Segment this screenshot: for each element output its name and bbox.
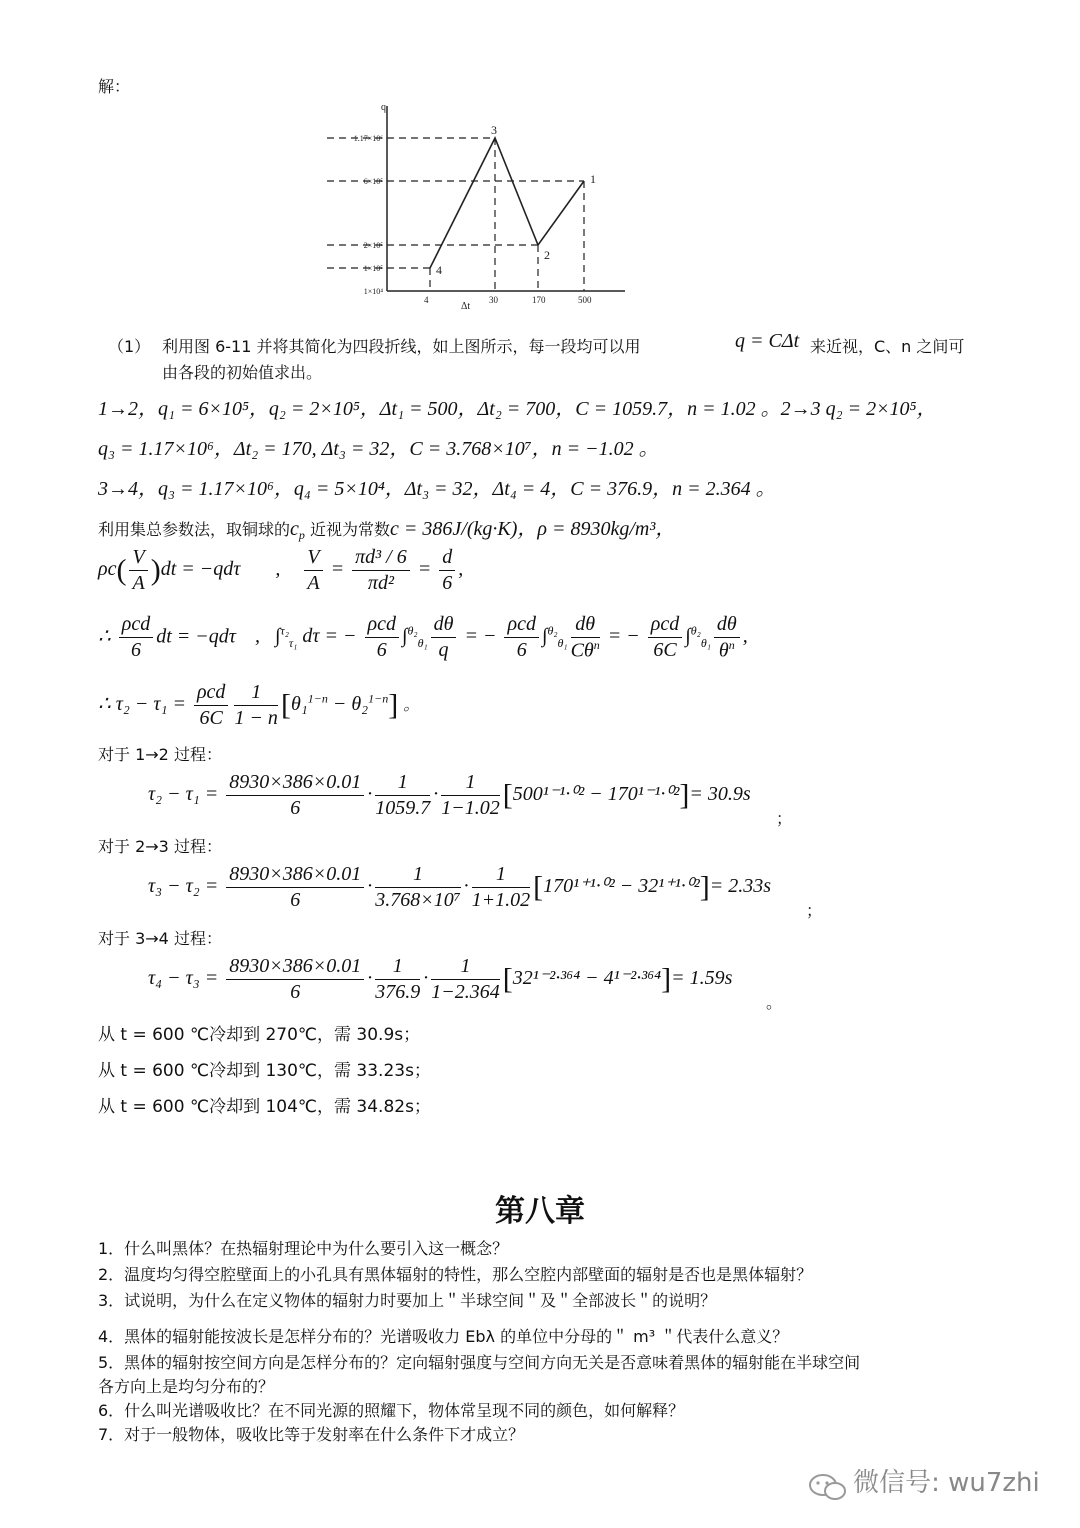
point-label-2: 2 (544, 248, 550, 262)
point-label-1: 1 (590, 172, 596, 186)
wechat-watermark (808, 1462, 1040, 1502)
rho-value: ，ρ = 8930kg/m³， (517, 518, 676, 540)
process-label-3-4: 对于 3→4 过程： (98, 929, 222, 948)
energy-balance-equation: ρc( $\frac{V}{A}$ )dt = −qdτ , $\frac{V}{A}$ = $\frac{\text{πd³ / 6}}{\text{πd²}}$ = $\frac{d}{6}$ , (98, 546, 464, 594)
para1-text-b: 来近视，C、n 之间可 (810, 337, 965, 356)
y-tick-label: 1×10⁵ (363, 264, 383, 273)
c-value: c = 386J/(kg·K) (390, 518, 518, 540)
y-axis-label: q (381, 102, 386, 113)
integral-equation: ∴ ρcd 6 dt = −qdτ , ∫$^{\tau_2}_{\tau_1}$ dτ = − ρcd 6 ∫$^{\theta_2}_{\theta_1}$ $\frac{d\theta}{q}$ = − ρcd 6 ∫$^{\theta_2}_{\theta_1}$ dθ $C\theta^n$ = − ρcd 6C ∫$^{\theta_2}_{\theta_1}$ $\frac{d\theta}{\theta^n}$ , (98, 613, 748, 662)
x-tick-label: 4 (424, 295, 429, 305)
result-line-1: 从 t = 600 ℃冷却到 270℃，需 30.9s； (98, 1025, 421, 1045)
calc-2-3: τ₃ − τ₂ = $\frac{8930\times 386\times 0.01}{6}$ · $\frac{1}{\text{3.768×10⁷}}$ · $\frac{1}{1+1.02}$ [170¹⁺¹·⁰² − 32¹⁺¹·⁰²]= 2.33s (148, 863, 772, 911)
question-1: 1．什么叫黑体？在热辐射理论中为什么要引入这一概念？ (98, 1239, 509, 1258)
question-4: 4．黑体的辐射能按波长是怎样分布的？光谱吸收力 Ebλ 的单位中分母的＂ m³ ＂代表什么意义？ (98, 1327, 789, 1346)
solution-label: 解： (98, 77, 131, 96)
question-5: 5．黑体的辐射按空间方向是怎样分布的？定向辐射强度与空间方向无关是否意味着黑体的辐射能在半球空间 (98, 1353, 861, 1372)
point-label-3: 3 (491, 123, 497, 137)
lumped-text: 利用集总参数法，取铜球的 (98, 520, 291, 539)
wechat-icon (808, 1472, 848, 1502)
calc-1-2: τ₂ − τ₁ = $\frac{8930\times 386\times 0.01}{6}$ · $\frac{1}{1059.7}$ · $\frac{1}{1-1.02}$ [500¹⁻¹·⁰² − 170¹⁻¹·⁰²]= 30.9s (148, 771, 751, 819)
watermark-text: 微信号: wu7zhi (853, 1468, 1040, 1498)
chapter-title: 第八章 (495, 1194, 585, 1229)
q-vs-dt-chart (325, 98, 635, 313)
calc-3-4-tail: 。 (766, 993, 783, 1012)
para1-text-c: 由各段的初始值求出。 (162, 363, 323, 382)
lumped-method-line (98, 512, 675, 543)
point-label-4: 4 (436, 263, 442, 277)
process-label-1-2: 对于 1→2 过程： (98, 745, 222, 764)
question-5-continued: 各方向上是均匀分布的？ (98, 1377, 275, 1396)
cp-symbol: c (290, 518, 299, 540)
x-tick-label: 30 (489, 295, 498, 305)
calc-2-3-tail: ； (806, 901, 823, 920)
para1-text-a: 利用图 6-11 并将其简化为四段折线，如上图所示，每一段均可以用 (162, 337, 641, 356)
y-tick-label: 2×10⁵ (363, 241, 383, 250)
question-7: 7．对于一般物体，吸收比等于发射率在什么条件下才成立？ (98, 1425, 525, 1444)
para1-number: （1） (108, 337, 151, 356)
calc-3-4: τ₄ − τ₃ = $\frac{8930\times 386\times 0.01}{6}$ · $\frac{1}{376.9}$ · $\frac{1}{1-2.364}$ [32¹⁻²·³⁶⁴ − 4¹⁻²·³⁶⁴]= 1.59s (148, 955, 733, 1003)
process-label-2-3: 对于 2→3 过程： (98, 837, 222, 856)
question-3: 3．试说明，为什么在定义物体的辐射力时要加上＂半球空间＂及＂全部波长＂的说明？ (98, 1291, 717, 1310)
segment-1-2-params: 1→2，q₁ = 6×10⁵，q₂ = 2×10⁵，Δt₁ = 500，Δt₂ = 700，C = 1059.7，n = 1.02 。2→3 q₂ = 2×10⁵， (98, 398, 937, 420)
segment-2-3-params: q₃ = 1.17×10⁶，Δt₂ = 170, Δt₃ = 32，C = 3.768×10⁷，n = −1.02 。 (98, 438, 659, 460)
calc-1-2-tail: ； (776, 809, 793, 828)
x-tick-label: 500 (578, 295, 592, 305)
x-tick-label: 170 (532, 295, 546, 305)
x-axis-label: Δt (461, 301, 471, 312)
cp-subscript: p (298, 528, 305, 543)
time-difference-equation: ∴ τ₂ − τ₁ = ρcd 6C $\frac{1}{1 - n}$ [θ₁$^{1-n}$ − θ₂$^{1-n}$] 。 (98, 681, 420, 729)
question-2: 2．温度均匀得空腔壁面上的小孔具有黑体辐射的特性，那么空腔内部壁面的辐射是否也是黑体辐射？ (98, 1265, 813, 1284)
para1-formula: q = CΔt (735, 330, 800, 352)
q-dt-polyline (430, 138, 584, 268)
lumped-mid: 近视为常数 (310, 520, 391, 539)
question-6: 6．什么叫光谱吸收比？在不同光源的照耀下，物体常呈现不同的颜色，如何解释？ (98, 1401, 685, 1420)
result-line-2: 从 t = 600 ℃冷却到 130℃，需 33.23s； (98, 1061, 431, 1081)
y-tick-label: 6×10⁵ (363, 177, 383, 186)
result-line-3: 从 t = 600 ℃冷却到 104℃，需 34.82s； (98, 1097, 431, 1117)
y-tick-label: 1×10⁴ (363, 287, 383, 296)
segment-3-4-params: 3→4，q₃ = 1.17×10⁶，q₄ = 5×10⁴，Δt₃ = 32，Δt₄ = 4，C = 376.9，n = 2.364 。 (98, 478, 776, 500)
y-tick-label: 1.17×10⁶ (353, 134, 383, 143)
